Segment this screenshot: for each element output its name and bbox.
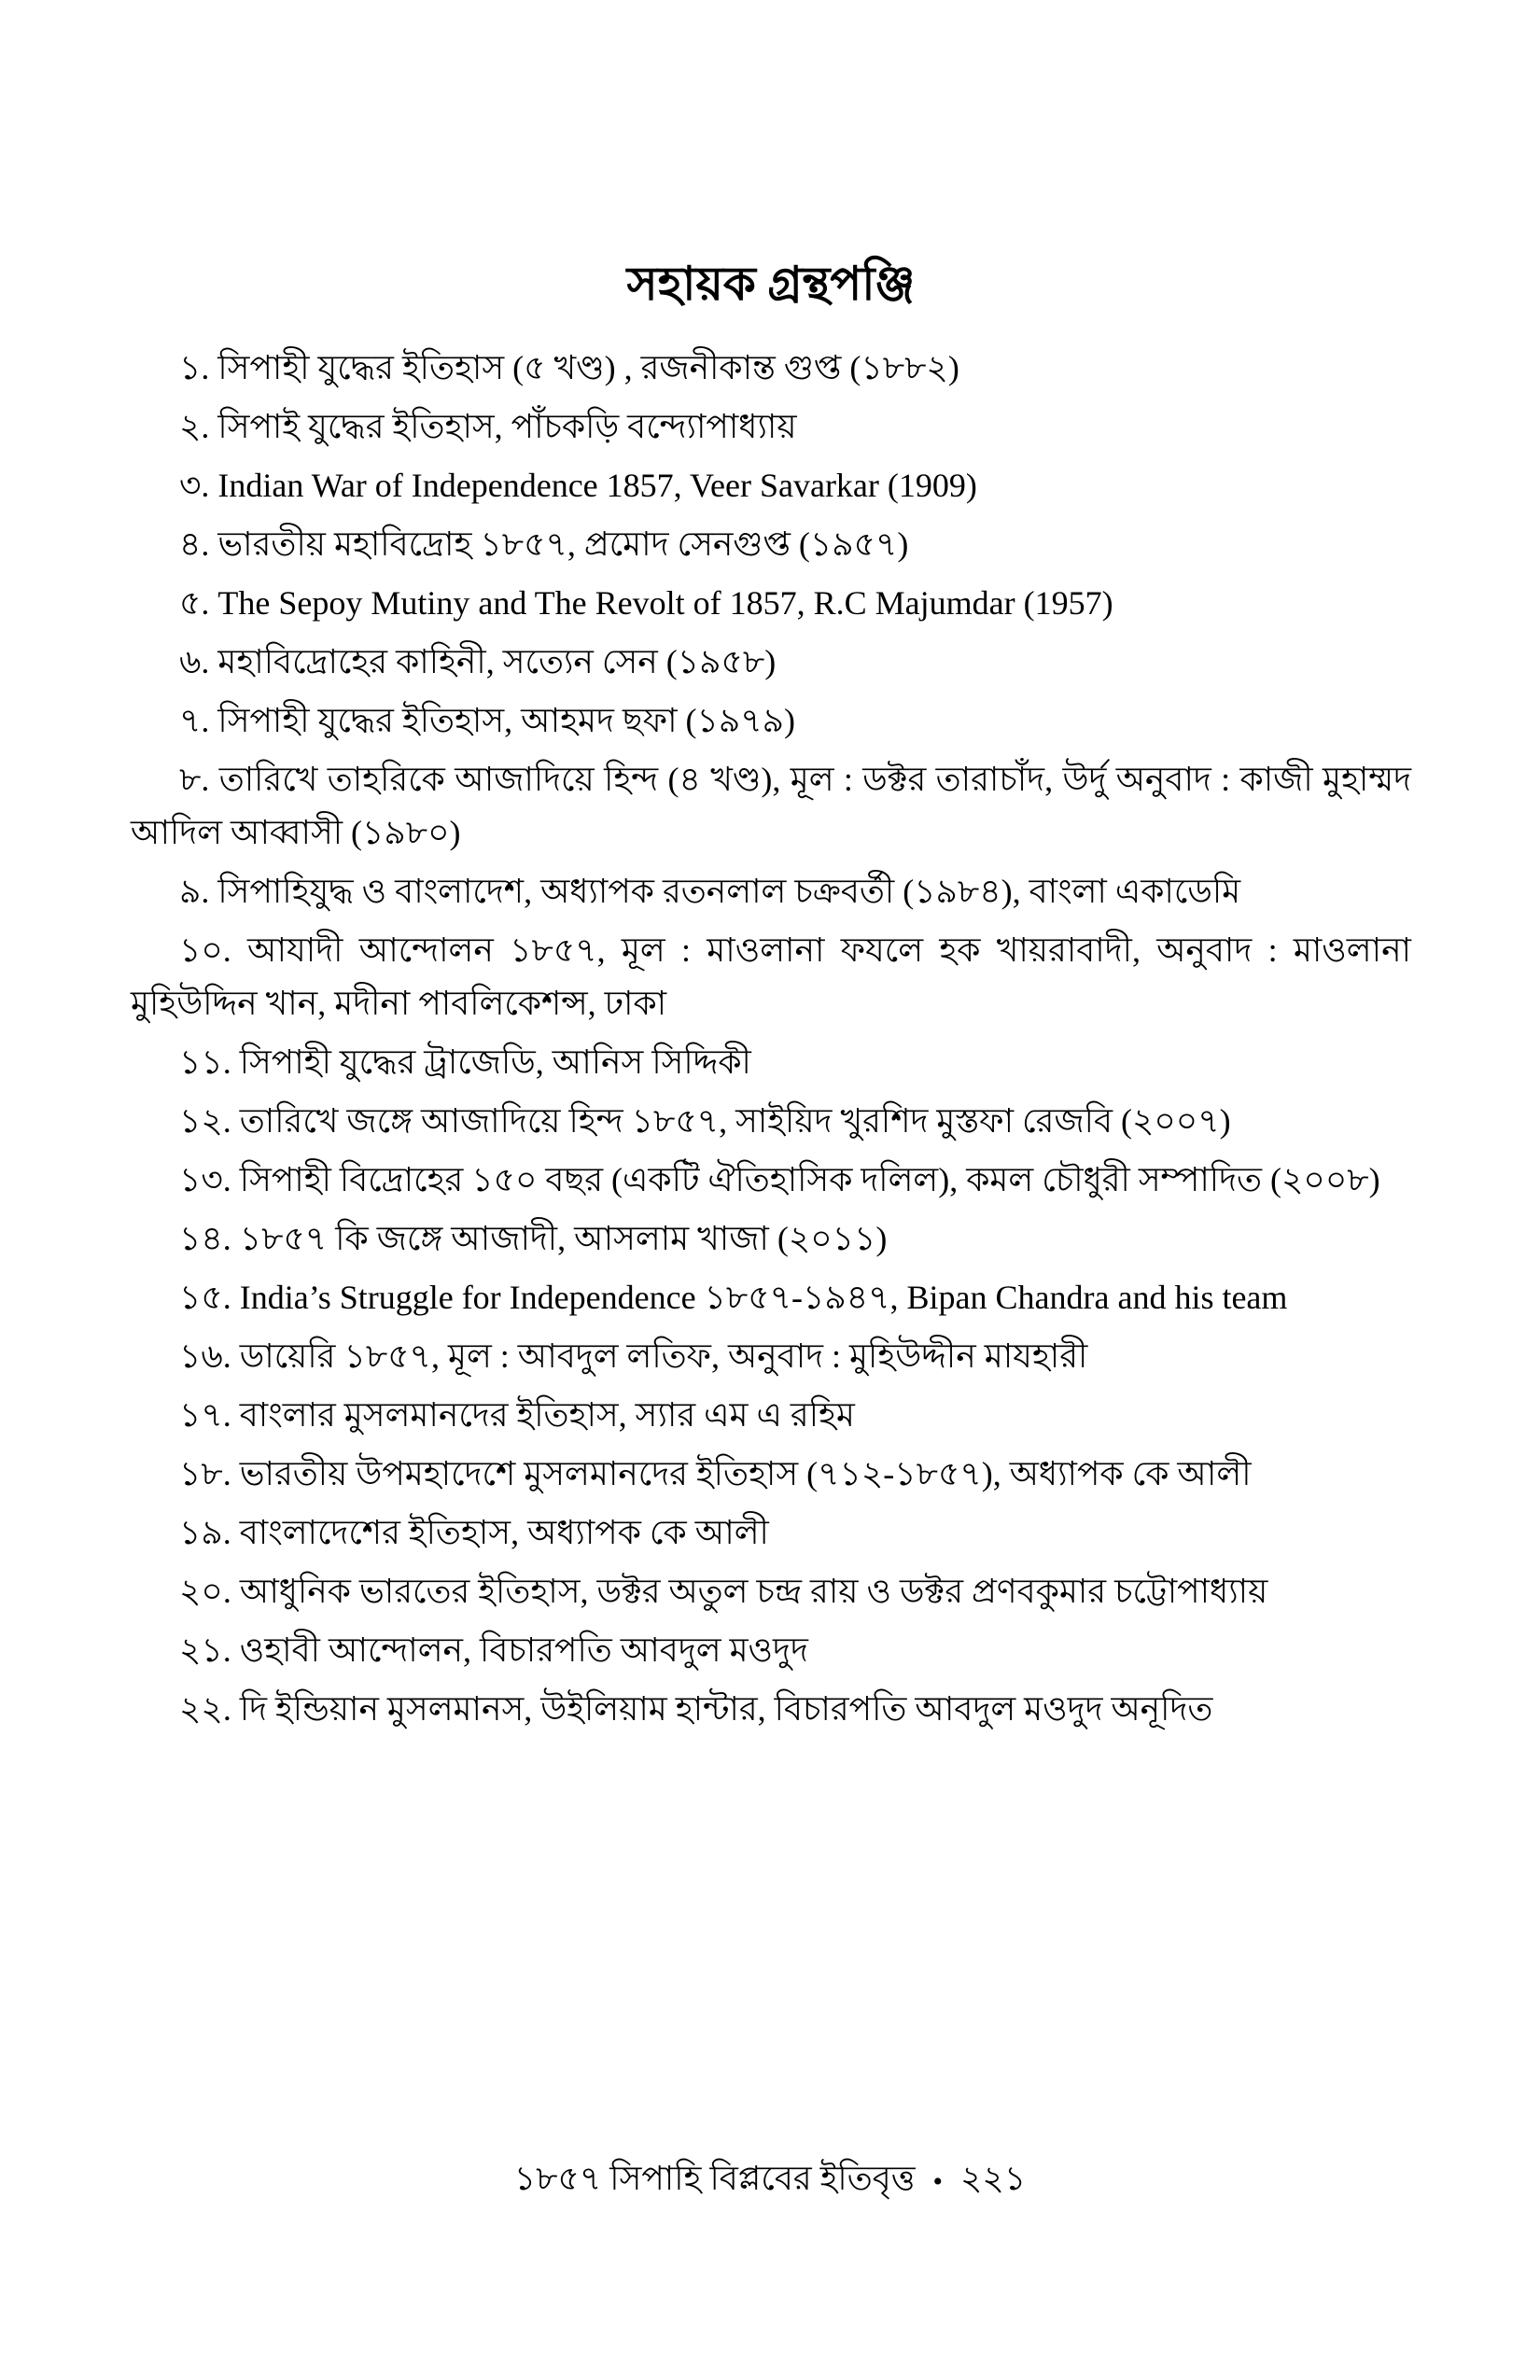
bullet-separator-icon: •	[932, 2165, 944, 2197]
bibliography-entry: ২০. আধুনিক ভারতের ইতিহাস, ডক্টর অতুল চন্দ্র রায় ও ডক্টর প্রণবকুমার চট্টোপাধ্যায়	[179, 1573, 1268, 1610]
footer-page-number: ২২১	[960, 2160, 1027, 2197]
bibliography-entry: ৬. মহাবিদ্রোহের কাহিনী, সত্যেন সেন (১৯৫৮)	[179, 643, 777, 680]
bibliography-entry: ১. সিপাহী যুদ্ধের ইতিহাস (৫ খণ্ড) , রজনীকান্ত গুপ্ত (১৮৮২)	[179, 349, 959, 386]
bibliography-entry: ১৩. সিপাহী বিদ্রোহের ১৫০ বছর (একটি ঐতিহাসিক দলিল), কমল চৌধুরী সম্পাদিত (২০০৮)	[179, 1161, 1380, 1198]
bibliography-entry: ১৯. বাংলাদেশের ইতিহাস, অধ্যাপক কে আলী	[179, 1514, 769, 1551]
bibliography-entry: ২২. দি ইন্ডিয়ান মুসলমানস, উইলিয়াম হান্টার, বিচারপতি আবদুল মওদুদ অনূদিত	[179, 1690, 1213, 1728]
bibliography-entry: ১০. আযাদী আন্দোলন ১৮৫৭, মূল : মাওলানা ফযলে হক খায়রাবাদী, অনুবাদ : মাওলানা মুহিউদ্দিন খান, মদীনা পাবলিকেশন্স, ঢাকা	[131, 931, 1411, 1022]
bibliography-entry: ৪. ভারতীয় মহাবিদ্রোহ ১৮৫৭, প্রমোদ সেনগুপ্ত (১৯৫৭)	[179, 525, 909, 563]
page-footer	[0, 2154, 1540, 2206]
bibliography-entry: ২. সিপাই যুদ্ধের ইতিহাস, পাঁচকড়ি বন্দ্যোপাধ্যায়	[179, 408, 797, 445]
bibliography-entry: ১১. সিপাহী যুদ্ধের ট্রাজেডি, আনিস সিদ্দিকী	[179, 1043, 751, 1081]
bibliography-entry: ৫. The Sepoy Mutiny and The Revolt of 1857, R.C Majumdar (1957)	[179, 584, 1113, 622]
bibliography-entry: ৯. সিপাহিযুদ্ধ ও বাংলাদেশ, অধ্যাপক রতনলাল চক্রবর্তী (১৯৮৪), বাংলা একাডেমি	[179, 873, 1241, 910]
bibliography-entry: ২১. ওহাবী আন্দোলন, বিচারপতি আবদুল মওদুদ	[179, 1631, 808, 1669]
bibliography-entry: ১৭. বাংলার মুসলমানদের ইতিহাস, স্যার এম এ রহিম	[179, 1396, 855, 1434]
bibliography-entry: ৭. সিপাহী যুদ্ধের ইতিহাস, আহমদ ছফা (১৯৭৯)	[179, 702, 795, 739]
bibliography-entry: ১২. তারিখে জঙ্গে আজাদিয়ে হিন্দ ১৮৫৭, সাইয়িদ খুরশিদ মুস্তফা রেজবি (২০০৭)	[179, 1102, 1231, 1140]
footer-book-title: ১৮৫৭ সিপাহি বিপ্লবের ইতিবৃত্ত	[513, 2160, 916, 2197]
bibliography-entry: ১৫. India’s Struggle for Independence ১৮৫৭-১৯৪৭, Bipan Chandra and his team	[179, 1279, 1288, 1316]
bibliography-entry: ১৪. ১৮৫৭ কি জঙ্গে আজাদী, আসলাম খাজা (২০১১)	[179, 1220, 888, 1257]
bibliography-entry: ৮. তারিখে তাহরিকে আজাদিয়ে হিন্দ (৪ খণ্ড), মূল : ডক্টর তারাচাঁদ, উর্দু অনুবাদ : কাজী মুহাম্মদ আদিল আব্বাসী (১৯৮০)	[131, 761, 1411, 851]
bibliography-entry: ১৮. ভারতীয় উপমহাদেশে মুসলমানদের ইতিহাস (৭১২-১৮৫৭), অধ্যাপক কে আলী	[179, 1455, 1252, 1492]
page-title: সহায়ক গ্রন্থপঞ্জি	[626, 258, 916, 310]
bibliography-entry: ১৬. ডায়েরি ১৮৫৭, মূল : আবদুল লতিফ, অনুবাদ : মুহিউদ্দীন মাযহারী	[179, 1337, 1088, 1375]
page-content	[131, 254, 1411, 1742]
bibliography-entry: ৩. Indian War of Independence 1857, Veer Savarkar (1909)	[179, 467, 977, 504]
